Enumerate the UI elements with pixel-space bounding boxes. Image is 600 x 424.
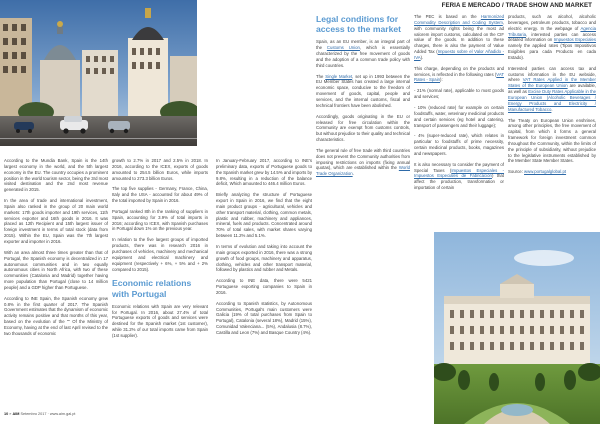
link-single-market[interactable]: Single Market: [325, 73, 353, 79]
paragraph: Spain, as an EU member, is an integral part of the Customs Union, which is essentially characterized by the free movement of goods and the adoption of a common trade policy with third countries.: [316, 39, 410, 68]
link-impuestos-especiales-2[interactable]: Impuestos Especiales: [553, 37, 597, 43]
page-number: 10: [4, 412, 9, 416]
article-column-4: [316, 14, 410, 177]
paragraph: With an area almost three times greater than that of Portugal, the Spanish economy is decentralized in 17 autonomous communities and in two equally autonomous cities in North Africa, with two of these communities (Catalonia and Madrid) together having more population than Portugal (close to 14 million people) and a GDP higher than Portuguese.: [4, 249, 108, 290]
paragraph: The Treaty on European Union enshrines, among other principles, the free movement of capital, from which it forms a general framework for foreign investment common throughout the Community, within the limits of the principle of subsidiarity, without prejudice to the legislative instruments established by the Member State Member States.: [508, 117, 596, 164]
page-footer: 10 » AIM Setembro 2017 · www.aim.gal.pt: [4, 412, 76, 416]
heading-economic-relations: Economic relations with Portugal: [112, 278, 192, 299]
paragraph: - 4% (super-reduced rate), which relates in particular to foodstuffs of prime necessity, certain medicinal products, books, magazines and newspapers.: [414, 133, 504, 156]
article-column-1: [4, 158, 108, 337]
paragraph: Portugal ranked 8th in the ranking of suppliers in Spain, accounting for 3.9% of total imports in 2016; according to ICEX, with Spanish purchases in Portugal down 1% on the previous year.: [112, 208, 208, 232]
magazine-name: AIM: [12, 412, 20, 416]
link-vat-rates-spain[interactable]: VAT Rates - Spain: [414, 71, 504, 83]
article-column-2: [112, 158, 208, 339]
paragraph: In terms of evolution and taking into account the main groups exported in 2016, there was a strong growth of food groups, machinery and apparatus, clothing, vehicles and other transport material, followed by plastics and rubber and Metals.: [216, 243, 312, 273]
paragraph: Economic relations with Spain are very relevant for Portugal. In 2016, about 27.4% of total Portuguese exports of goods and services were destined for the Spanish market (1st customer), while 31.2% of our total imports came from Spain (1st supplier).: [112, 303, 208, 338]
article-column-6: [508, 14, 596, 175]
city-street-photo: [0, 0, 197, 146]
issue-date: Setembro 2017: [20, 412, 47, 416]
royal-palace-photo: [434, 232, 600, 424]
paragraph: According to INE data, there were 5421 Portuguese exporting companies to Spain in 2016.: [216, 278, 312, 295]
paragraph: In the area of trade and international investment, Spain also ranked in the group of 20 main world markets: 17th goods importer and 19th services, 11th services exporter and 16th goods in 2016. It was placed as 12th Recipient and 15th largest issuer of foreign investment in terms of total stock (data from 2015). Within the EU, Spain was the 7th largest exporter and importer in 2016.: [4, 198, 108, 244]
paragraph: According to Spanish statistics, by Autonomous Communities, Portugal's main customers were Galicia (19% of total purchases from Spain to Portugal), Catalonia (several 18%), Madrid (15%), Comunidad Valenciana... (5%), Andalusia (8.7%), Castilla and Leon (7%) and Basque Country (4%).: [216, 300, 312, 335]
paragraph: products, such as alcohol, alcoholic beverages, petroleum products, tobacco and electric energy. In the webpage of Agencia Tributaria, interested parties can access detailed information on Impuestos Especiales namely the applied rates (Tipos Impositivos Exigibles para cada Producto en cada Estado).: [508, 14, 597, 60]
paragraph: According to INE Spain, the Spanish economy grew 0.8% in the first quarter of 2017. The Spanish Government estimates that the dynamism of economic activity remains positive and that months of this year, based on the evolution of the "" Of the Ministry of Economy, having at the end of last April revised to the two thousands of economic: [4, 295, 108, 336]
paragraph: Interested parties can access tax and customs information in the EU webside, where VAT Rates Applied in the Member States of the European Union are available, as well as Excise Duty Rates Applicable in the European Union (Alcoholic Beverages / Energy Products and Electricity / Manufactured Tobacco.: [508, 65, 597, 112]
paragraph: Briefly analyzing the structure of Portuguese export in Spain in 2016, we find that the eight main product groups - agricultural, vehicles and other transport material, clothing, common metals, plastic and rubber, machinery and appliances, mineral, fuels and products. Concentrated around 70% of total sales, with market shares varying between 11.2% and 5.1%.: [216, 192, 312, 239]
paragraph: - 10% (reduced rate) for example on certain foodstuffs, water, veterinary medicinal products and certain services (eg hotel and catering, transport of passengers and their luggage);: [414, 104, 504, 128]
website: www.aim.gal.pt: [49, 412, 76, 416]
paragraph: It is also necessary to consider the payment of Special Taxes (Impuestos Especiales - Impuestos Especiales de Fabricación) that affect the production, transformation or importation of certain: [414, 161, 505, 191]
paragraph: The general rule of free trade with third countries does not prevent the Community authorities from imposing restrictions on imports (fixing annual quotas), which are established within the World Trade Organization.: [316, 147, 410, 177]
paragraph: In relation to the five largest groups of imported products, there was in research 2016 in purchases of vehicles, machinery and mechanical equipment and electrical machinery and equipment (respectively + 6%, + 5% and + 2% compared to 2015).: [112, 237, 208, 272]
paragraph: Accordingly, goods originating in the EU or released for free circulation within the Community are exempt from customs controls, but without prejudice to their quality and technical characteristics.: [316, 113, 410, 143]
paragraph: According to the Mundia Bank, Spain is the 14th largest economy in the world, and the 5th largest economy in the EU. The country occupies a prominent position in the world tourism sector, being the 3rd most visited destination and the 2nd most revenue generated in 2015.: [4, 158, 108, 193]
paragraph: growth to 2.7% in 2017 and 2.5% in 2018. In 2016, according to the ICEX, exports of goods amounted to 254.5 billion Euros, while imports amounted to 273.3 billion Euros.: [112, 158, 208, 181]
article-column-5: [414, 14, 504, 191]
link-customs-union[interactable]: Customs Union: [326, 45, 360, 51]
paragraph: The PEC is based on the Harmonized Commodity Description and Coding System, with community rights being the most ad valorem import customs, calculated on the CIF value of the goods. In addition to these charges, there is also the payment of Value Added Tax (Impuesto sobre el Valor Añadido - IVA).: [414, 14, 504, 60]
paragraph: This charge, depending on the products and services, is reflected in the following rates (VAT Rates - Spain):: [414, 65, 504, 83]
paragraph: In January-February 2017, according to INE's preliminary data, exports of Portuguese goods to the Spanish market grew by 14.5% and imports by 9.8%, resulting in a reduction of the balance deficit, Which amounted to 446.4 million Euros.: [216, 158, 313, 187]
link-iva[interactable]: Impuesto sobre el Valor Añadido - IVA: [414, 49, 504, 60]
paragraph: The top five supplies - Germany, France, China, Italy and the USA - accounted for about 49% of the total imported by Spain in 2016.: [112, 186, 208, 204]
link-excise-duty[interactable]: Excise Duty Rates Applicable in the European Union (Alcoholic Beverages / Energy Products and Electricity / Manufactured Tobacco: [508, 89, 597, 112]
link-impuestos-especiales[interactable]: Impuestos Especiales - Impuestos Especiales de Fabricación: [414, 167, 505, 179]
link-portugalglobal[interactable]: www.portugalglobal.pt: [524, 169, 567, 175]
section-title: FERIA E MERCADO / TRADE SHOW AND MARKET: [441, 2, 592, 9]
source-line: Source: www.portugalglobal.pt: [508, 169, 567, 175]
link-wto[interactable]: World Trade Organization: [316, 165, 410, 177]
article-column-3: [216, 158, 312, 336]
link-harmonized-system[interactable]: Harmonized Commodity Description and Coding System: [414, 14, 504, 25]
paragraph: The Single Market, set up in 1993 between the EU Member States has created a large internal economic space, conducive to the freedom of movement of goods, capital, people and services, and the internal customs, fiscal and technical frontiers have been abolished.: [316, 73, 410, 108]
heading-legal-conditions: Legal conditions for access to the market: [316, 14, 402, 35]
link-vat-rates-eu[interactable]: VAT Rates Applied in the Member States of the European Union: [508, 77, 596, 89]
link-agencia-tributaria[interactable]: Agencia Tributaria: [508, 25, 596, 37]
paragraph: - 21% (normal rate), applicable to most goods and services;: [414, 88, 504, 100]
